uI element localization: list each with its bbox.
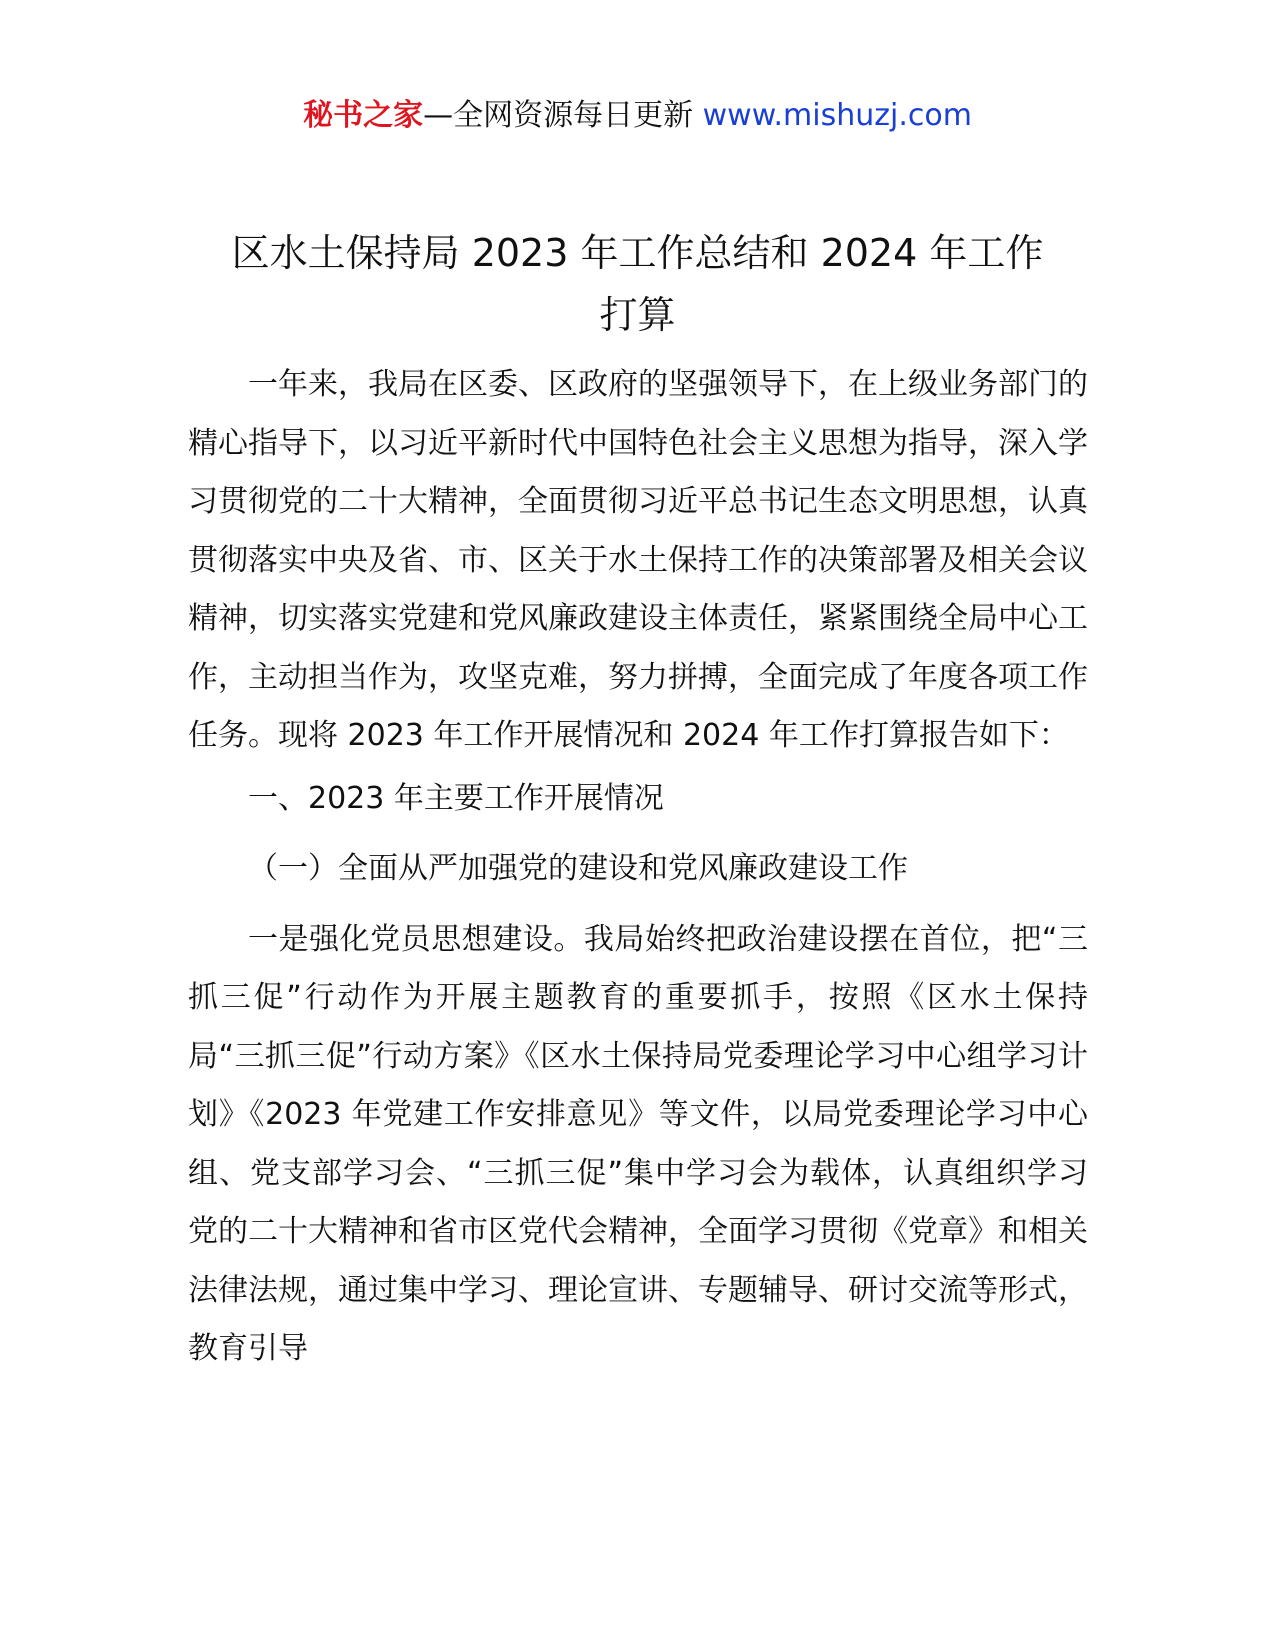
document-title-line-1: 区水土保持局 2023 年工作总结和 2024 年工作 xyxy=(231,231,1044,275)
document-title xyxy=(150,222,1125,346)
document-title-line-2: 打算 xyxy=(599,293,676,337)
section-heading-1: 一、2023 年主要工作开展情况 xyxy=(248,780,664,816)
subsection-heading-1: （一）全面从严加强党的建设和党风廉政建设工作 xyxy=(248,851,908,886)
site-header xyxy=(0,96,1275,136)
document-body xyxy=(188,356,1088,1379)
site-tagline: —全网资源每日更新 xyxy=(423,98,703,133)
site-url-link[interactable]: www.mishuzj.com xyxy=(702,98,972,133)
intro-paragraph: 一年来，我局在区委、区政府的坚强领导下，在上级业务部门的精心指导下，以习近平新时代中国特色社会主义思想为指导，深入学习贯彻党的二十大精神，全面贯彻习近平总书记生态文明思想，认真贯彻落实中央及省、市、区关于水土保持工作的决策部署及相关会议精神，切实落实党建和党风廉政建设主体责任，紧紧围绕全局中心工作，主动担当作为，攻坚克难，努力拼搏，全面完成了年度各项工作任务。现将 2023 年工作开展情况和 2024 年工作打算报告如下： xyxy=(188,367,1088,753)
body-paragraph: 一是强化党员思想建设。我局始终把政治建设摆在首位，把“三抓三促”行动作为开展主题教育的重要抓手，按照《区水土保持局“三抓三促”行动方案》《区水土保持局党委理论学习中心组学习计划》《2023 年党建工作安排意见》等文件，以局党委理论学习中心组、党支部学习会、“三抓三促”集中学习会为载体，认真组织学习党的二十大精神和省市区党代会精神，全面学习贯彻《党章》和相关法律法规，通过集中学习、理论宣讲、专题辅导、研讨交流等形式，教育引导 xyxy=(188,921,1088,1366)
site-brand: 秘书之家 xyxy=(303,98,424,133)
